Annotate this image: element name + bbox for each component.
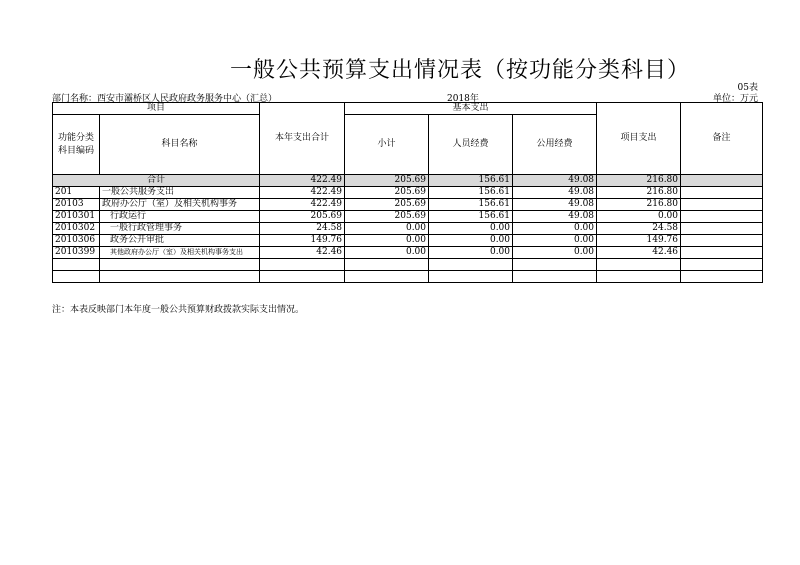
row-code: 201	[53, 187, 100, 199]
unit-label: 单位：万元	[712, 94, 758, 104]
table-row	[53, 187, 763, 199]
row-name: 政府办公厅（室）及相关机构事务	[100, 199, 260, 211]
row-public: 49.08	[513, 187, 597, 199]
row-code: 2010301	[53, 211, 100, 223]
total-row	[53, 175, 763, 187]
header-personnel: 人员经费	[429, 115, 513, 175]
row-project: 216.80	[597, 199, 681, 211]
row-total: 42.46	[260, 247, 345, 259]
row-remark	[681, 223, 763, 235]
row-remark	[681, 199, 763, 211]
total-personnel: 156.61	[429, 175, 513, 187]
row-name: 政务公开审批	[100, 235, 260, 247]
header-total: 本年支出合计	[260, 103, 345, 175]
row-subtotal: 205.69	[345, 187, 429, 199]
row-personnel: 156.61	[429, 199, 513, 211]
row-name: 行政运行	[100, 211, 260, 223]
header-basic: 基本支出	[345, 103, 597, 115]
row-subtotal: 205.69	[345, 199, 429, 211]
header-row-1	[53, 103, 763, 115]
row-subtotal: 0.00	[345, 235, 429, 247]
year-label: 2018年	[447, 94, 479, 104]
row-project: 0.00	[597, 211, 681, 223]
row-total: 205.69	[260, 211, 345, 223]
total-remark	[681, 175, 763, 187]
table-row	[53, 247, 763, 259]
row-public: 49.08	[513, 199, 597, 211]
row-subtotal: 0.00	[345, 247, 429, 259]
row-project: 216.80	[597, 187, 681, 199]
total-total: 422.49	[260, 175, 345, 187]
row-remark	[681, 247, 763, 259]
total-label: 合计	[53, 175, 260, 187]
row-personnel: 0.00	[429, 235, 513, 247]
row-code: 20103	[53, 199, 100, 211]
header-remark: 备注	[681, 103, 763, 175]
row-personnel: 0.00	[429, 247, 513, 259]
row-personnel: 156.61	[429, 187, 513, 199]
row-name: 一般行政管理事务	[100, 223, 260, 235]
row-public: 0.00	[513, 223, 597, 235]
row-personnel: 156.61	[429, 211, 513, 223]
row-code: 2010306	[53, 235, 100, 247]
total-public: 49.08	[513, 175, 597, 187]
row-subtotal: 0.00	[345, 223, 429, 235]
header-name: 科目名称	[100, 115, 260, 175]
row-name: 一般公共服务支出	[100, 187, 260, 199]
header-subtotal: 小计	[345, 115, 429, 175]
row-public: 49.08	[513, 211, 597, 223]
table-row	[53, 211, 763, 223]
row-subtotal: 205.69	[345, 211, 429, 223]
header-project: 项目支出	[597, 103, 681, 175]
row-public: 0.00	[513, 235, 597, 247]
row-code: 2010399	[53, 247, 100, 259]
row-remark	[681, 211, 763, 223]
department-label: 部门名称：西安市灞桥区人民政府政务服务中心（汇总）	[52, 94, 278, 104]
row-name: 其他政府办公厅（室）及相关机构事务支出	[100, 247, 260, 259]
header-public: 公用经费	[513, 115, 597, 175]
row-project: 149.76	[597, 235, 681, 247]
row-public: 0.00	[513, 247, 597, 259]
table-row	[53, 235, 763, 247]
row-remark	[681, 187, 763, 199]
row-total: 422.49	[260, 187, 345, 199]
page-title: 一般公共预算支出情况表（按功能分类科目）	[229, 58, 690, 83]
meta-line	[52, 91, 758, 102]
empty-row	[53, 271, 763, 283]
expenditure-table	[52, 102, 763, 283]
row-remark	[681, 235, 763, 247]
total-subtotal: 205.69	[345, 175, 429, 187]
row-project: 24.58	[597, 223, 681, 235]
table-row	[53, 223, 763, 235]
row-code: 2010302	[53, 223, 100, 235]
row-project: 42.46	[597, 247, 681, 259]
total-project: 216.80	[597, 175, 681, 187]
header-item: 项目	[53, 103, 260, 115]
table-number: 05表	[737, 83, 758, 93]
table-row	[53, 199, 763, 211]
row-personnel: 0.00	[429, 223, 513, 235]
header-code: 功能分类 科目编码	[53, 115, 100, 175]
row-total: 149.76	[260, 235, 345, 247]
row-total: 24.58	[260, 223, 345, 235]
row-total: 422.49	[260, 199, 345, 211]
empty-row	[53, 259, 763, 271]
footnote: 注：本表反映部门本年度一般公共预算财政拨款实际支出情况。	[52, 305, 305, 315]
